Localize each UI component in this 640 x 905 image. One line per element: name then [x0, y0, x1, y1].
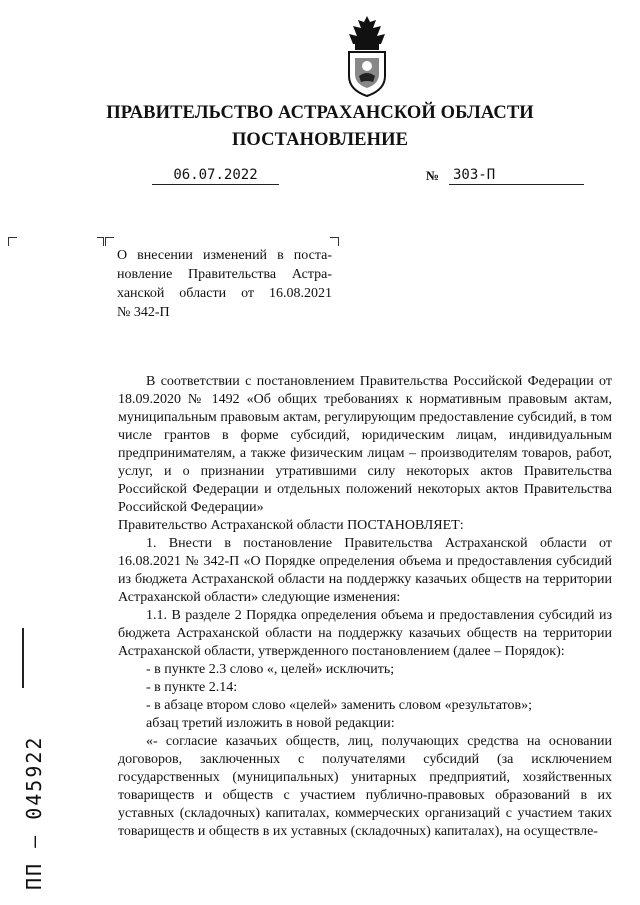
item-1-paragraph: 1. Внести в постановление Правительства Астраханской области от 16.08.2021 № 342-П «О Порядке определения объема и предоставления субсидий из бюджета Астраханской области на поддержку казачьих обществ на территории Астраханской области» следующие изменения:: [118, 536, 612, 605]
preamble-paragraph: В соответствии с постановлением Правительства Российской Федерации от 18.09.2020 № 1492 «Об общих требованиях к нормативным правовым актам, муниципальным правовым актам, регулирующим предоставление субсидий, в том числе грантов в форме субсидий, юридическим лицам, индивидуальным предпринимателям, а также физическим лицам – производителям товаров, работ, услуг, и о признании утратившими силу некоторых актов Правительства Российской Федерации и отдельных положений некоторых актов Правительства Российской Федерации»: [118, 374, 612, 515]
bullet-item: - в пункте 2.3 слово «, целей» исключить;: [146, 662, 395, 677]
document-subject: [117, 246, 332, 322]
coat-of-arms-emblem: [343, 14, 391, 98]
number-sign: №: [426, 168, 440, 183]
serial-stamp: ПП – 045922: [22, 735, 46, 890]
bullet-item: - в пункте 2.14:: [146, 680, 238, 695]
subject-line: О внесении изменений в поста-: [117, 248, 332, 263]
document-number: 303-П: [449, 166, 584, 185]
corner-mark-subject-left: [97, 237, 104, 246]
subject-line: ханской области от 16.08.2021: [117, 286, 332, 301]
subject-line: № 342-П: [117, 305, 170, 320]
quoted-paragraph: «- согласие казачьих обществ, лиц, получающих средства на основании договоров, заключенных с получателями субсидий (за исключением государственных (муниципальных) унитарных предприятий, хозяйственных товариществ и обществ с участием публично-правовых образований в их уставных (складочных) капиталах, коммерческих организаций с участием таких товариществ и обществ в их уставных (складочных) капиталах), на осуществле-: [118, 734, 612, 839]
corner-mark-left: [8, 237, 17, 246]
document-type-title: ПОСТАНОВЛЕНИЕ: [231, 130, 409, 150]
subject-line: новление Правительства Астра-: [117, 267, 332, 282]
corner-mark-subject-right: [330, 237, 339, 246]
government-title: ПРАВИТЕЛЬСТВО АСТРАХАНСКОЙ ОБЛАСТИ: [106, 103, 534, 123]
margin-line: [22, 628, 24, 688]
document-body: [118, 373, 612, 841]
bullet-item: - в абзаце втором слово «целей» заменить словом «результатов»;: [146, 698, 532, 713]
corner-mark-subject-left-2: [105, 237, 114, 246]
item-1-1-paragraph: 1.1. В разделе 2 Порядка определения объема и предоставления субсидий из бюджета Астраханской области на поддержку казачьих обществ на территории Астраханской области, утвержденного постановлением (далее – Порядок):: [118, 608, 612, 659]
resolves-line: Правительство Астраханской области ПОСТАНОВЛЯЕТ:: [118, 518, 464, 533]
bullet-item: абзац третий изложить в новой редакции:: [146, 716, 395, 731]
document-date: 06.07.2022: [152, 166, 279, 185]
